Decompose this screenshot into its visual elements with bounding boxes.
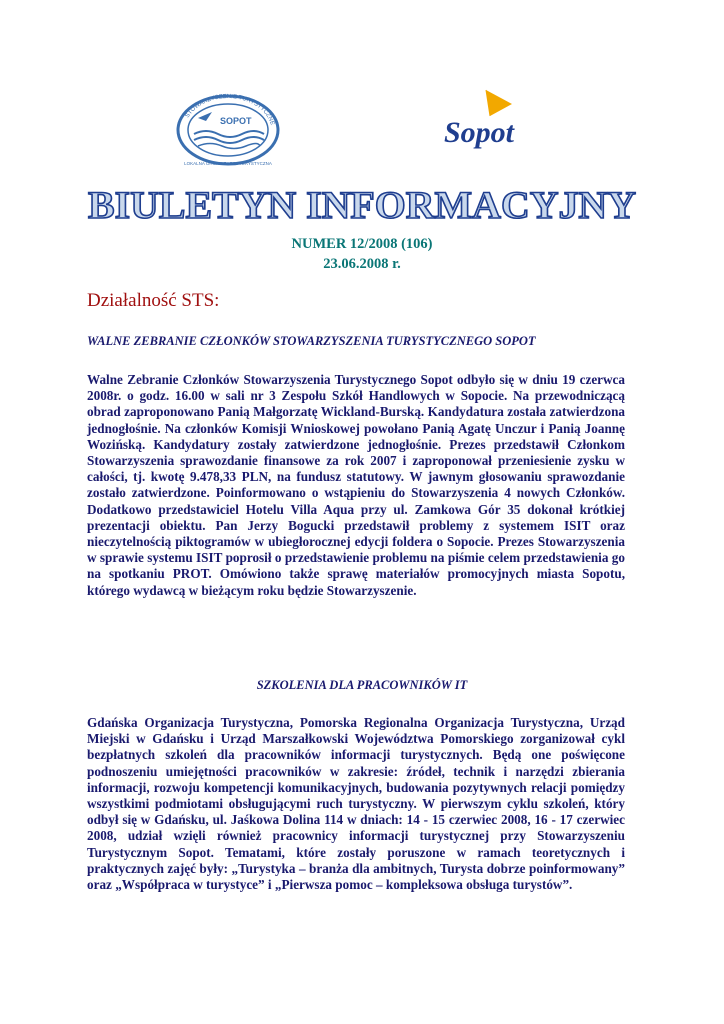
bulletin-title — [0, 176, 724, 228]
article-heading-2: SZKOLENIA DLA PRACOWNIKÓW IT — [256, 678, 468, 692]
article-heading-1: WALNE ZEBRANIE CZŁONKÓW STOWARZYSZENIA TURYSTYCZNEGO SOPOT — [87, 334, 536, 348]
sts-name: SOPOT — [220, 116, 252, 126]
sopot-logo-text: Sopot — [444, 116, 515, 149]
section-title: Działalność STS: — [87, 290, 220, 311]
issue-number: NUMER 12/2008 (106) — [291, 236, 433, 252]
title-text: BIULETYN INFORMACYJNY — [88, 184, 636, 227]
article-body-2: Gdańska Organizacja Turystyczna, Pomorska Regionalna Organizacja Turystyczna, Urząd Miejski w Gdańsku i Urząd Marszałkowski Województwa Pomorskiego zorganizował cykl bezpłatnych szkoleń dla pracowników informacji turystycznych. Będą one poświęcone podnoszeniu umiejętności pracowników w zakresie: źródeł, technik i narzędzi zbierania informacji, rozwoju kompetencji komunikacyjnych, budowania pozytywnych relacji pomiędzy wszystkimi podmiotami obsługującymi ruch turystyczny. W pierwszym cyklu szkoleń, który odbył się w Gdańsku, ul. Jaśkowa Dolina 114 w dniach: 14 - 15 czerwiec 2008, 16 - 17 czerwiec 2008, udział wzięli również pracownicy informacji turystycznej przy Stowarzyszeniu Turystycznym Sopot. Tematami, które zostały poruszone w ramach teoretycznych i praktycznych zajęć były: „Turystyka – branża dla ambitnych, Turysta dobrze poinformowany” oraz „Współpraca w turystyce” i „Pierwsza pomoc – kompleksowa obsługa turystów”. — [87, 715, 625, 893]
sts-bottom-text: LOKALNA ORGANIZACJA TURYSTYCZNA — [184, 161, 272, 166]
article-body-1: Walne Zebranie Członków Stowarzyszenia Turystycznego Sopot odbyło się w dniu 19 czerwca 2008r. o godz. 16.00 w sali nr 3 Zespołu Szkół Handlowych w Sopocie. Na przewodniczącą obrad zaproponowano Panią Małgorzatę Wickland-Burską. Kandydatura została zatwierdzona jednogłośnie. Na członków Komisji Wnioskowej powołano Panią Agatę Unczur i Panią Joannę Wozińską. Kandydatury zostały zatwierdzone jednogłośnie. Prezes przedstawił Członkom Stowarzyszenia sprawozdanie finansowe za rok 2007 i zaproponował przeniesienie zysku w całości, tj. kwotę 9.478,33 PLN, na fundusz statutowy. W jawnym głosowaniu sprawozdanie zostało zatwierdzone. Poinformowano o wstąpieniu do Stowarzyszenia 4 nowych Członków. Dodatkowo przedstawiciel Hotelu Villa Aqua przy ul. Zamkowa Gór 35 dokonał krótkiej prezentacji obiektu. Pan Jerzy Bogucki przedstawił problemy z systemem ISIT oraz nieczytelnością piktogramów w ubiegłorocznej edycji foldera o Sopocie. Prezes Stowarzyszenia w sprawie systemu ISIT poprosił o przedstawienie problemu na piśmie celem przedstawienia go na spotkaniu PROT. Omówiono także sprawę materiałów promocyjnych miasta Sopotu, którego wydawcą w bieżącym roku będzie Stowarzyszenie. — [87, 372, 625, 598]
sts-ring-text: STOWARZYSZENIE TURYSTYCZNE — [184, 93, 276, 127]
sopot-logo — [434, 86, 534, 164]
issue-date: 23.06.2008 r. — [323, 256, 401, 272]
sts-logo — [172, 88, 284, 170]
